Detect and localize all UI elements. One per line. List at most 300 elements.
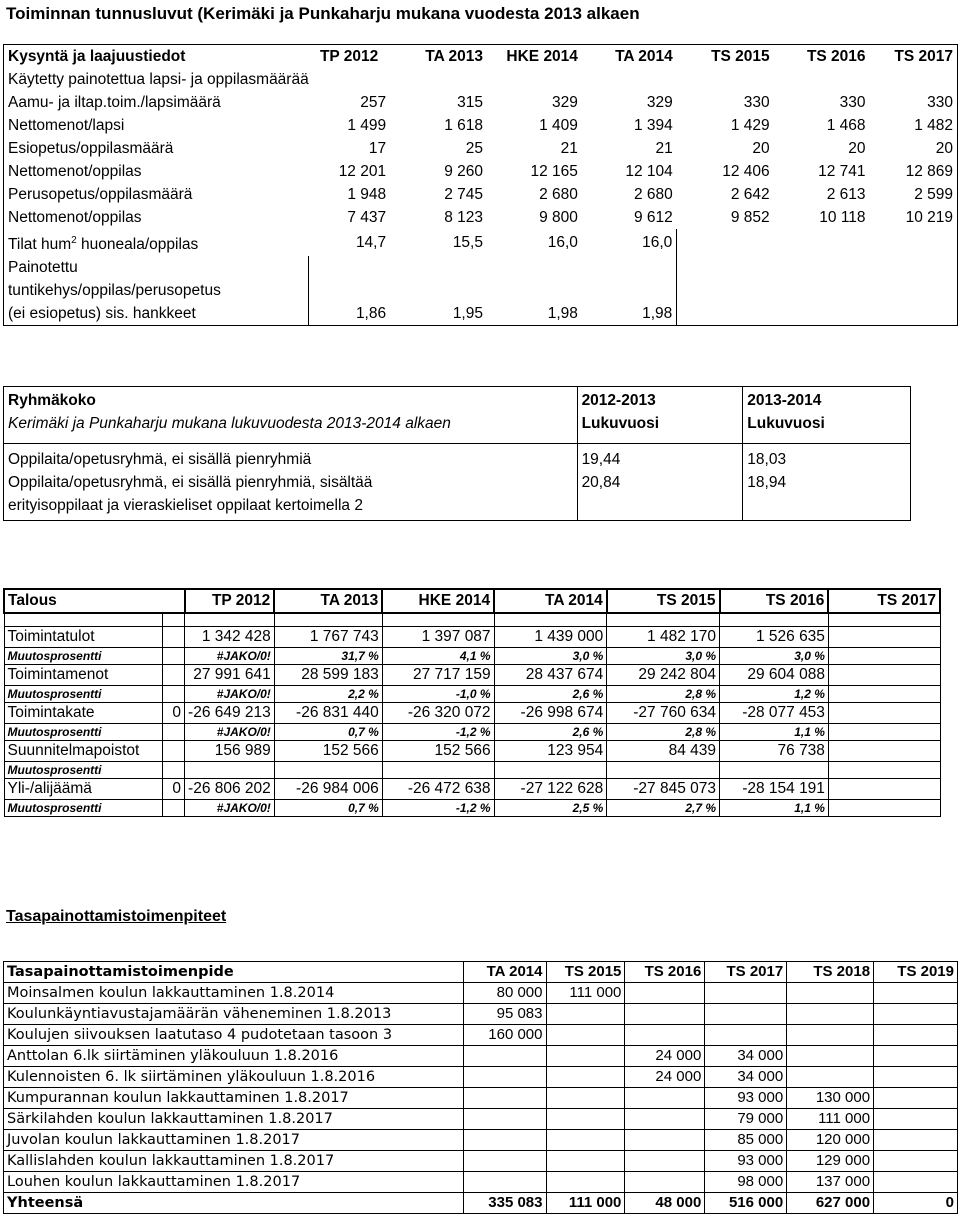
demand-value: 330 [927,94,953,111]
finance-value: -26 472 638 [382,779,494,800]
demand-value: 16,0 [642,234,673,252]
balancing-value [874,1067,958,1088]
finance-header-row [4,589,940,613]
finance-row-base [163,665,185,686]
demand-value: 315 [457,94,483,111]
finance-value: -26 984 006 [274,779,382,800]
balancing-value [874,1088,958,1109]
balancing-value: 111 000 [787,1109,874,1130]
balancing-value [546,1088,625,1109]
balancing-total-value: 516 000 [705,1193,787,1214]
balancing-value: 85 000 [705,1130,787,1151]
finance-col-header: HKE 2014 [382,589,494,613]
col2-unit: Lukuvuosi [747,415,825,432]
demand-value [774,229,870,256]
group-row1-label: Oppilaita/opetusryhmä, ei sisällä pienryhmiä [8,451,312,468]
demand-col-header: TP 2012 [319,48,379,65]
finance-percent-value: 2,6 % [494,724,607,741]
group-row2-label-line2: erityisoppilaat ja vieraskieliset oppilaat kertoimella 2 [8,497,363,514]
finance-value: 1 342 428 [185,627,275,648]
finance-value: 29 604 088 [720,665,829,686]
demand-value: 1 394 [634,117,673,134]
finance-empty-cell [828,665,940,686]
finance-col-header: TA 2013 [274,589,382,613]
demand-row-label [4,256,309,326]
balancing-value: 111 000 [546,983,625,1004]
finance-percent-value: -1,2 % [382,724,494,741]
group-row1-v2: 18,03 [743,448,911,471]
finance-percent-row [4,648,940,665]
finance-value: 156 989 [185,741,275,762]
finance-row-label: Muutosprosentti [4,762,163,779]
finance-row-label: Muutosprosentti [4,648,163,665]
demand-table [3,44,958,326]
balancing-value [546,1172,625,1193]
demand-value [870,256,958,326]
finance-percent-value: 31,7 % [274,648,382,665]
finance-value: -28 154 191 [720,779,829,800]
demand-value: 1 409 [539,117,578,134]
finance-percent-value: -1,0 % [382,686,494,703]
finance-empty-cell [828,779,940,800]
balancing-value [705,1025,787,1046]
balancing-header-row [4,962,958,983]
finance-row-label: Muutosprosentti [4,800,163,817]
demand-value: 15,5 [452,234,483,252]
finance-value: -27 122 628 [494,779,607,800]
balancing-value [546,1046,625,1067]
demand-row-label: Aamu- ja iltap.toim./lapsimäärä [8,94,221,111]
finance-value: -26 806 202 [185,779,275,800]
finance-empty-cell [274,613,382,627]
demand-value: 9 260 [444,163,483,180]
finance-value: -26 831 440 [274,703,382,724]
demand-value: 257 [360,94,387,111]
finance-percent-value: 1,1 % [720,724,829,741]
demand-value: 17 [368,140,387,157]
demand-value: 1 948 [347,186,387,203]
balancing-col-header: TS 2018 [787,962,874,983]
col2-year: 2013-2014 [747,392,822,409]
balancing-value: 24 000 [625,1046,705,1067]
balancing-value: 93 000 [705,1151,787,1172]
balancing-value: 160 000 [463,1025,546,1046]
finance-value: 28 437 674 [494,665,607,686]
finance-value: 123 954 [494,741,607,762]
finance-value: -27 845 073 [607,779,720,800]
balancing-value [625,1151,705,1172]
demand-value: 20 [935,140,953,157]
balancing-value: 80 000 [463,983,546,1004]
finance-percent-value: 2,7 % [607,800,720,817]
group-size-col2-header [743,387,911,444]
demand-row-label [4,229,309,256]
group-row2-label [4,471,578,521]
balancing-value [705,983,787,1004]
group-row2-v2: 18,94 [743,471,911,521]
demand-row-label-line: Painotettu [8,259,78,277]
balancing-total-value: 48 000 [625,1193,705,1214]
finance-percent-value: #JAKO/0! [185,648,275,665]
finance-row-base: 0 [163,703,185,724]
demand-value: 2 599 [914,186,953,203]
finance-percent-value [382,762,494,779]
balancing-row-label: Moinsalmen koulun lakkauttaminen 1.8.2014 [4,983,464,1004]
balancing-value [546,1151,625,1172]
demand-row-label-text: Tilat hum [8,236,72,254]
demand-row [4,114,958,137]
finance-percent-row [4,686,940,703]
balancing-value [546,1025,625,1046]
finance-empty-cell [828,762,940,779]
finance-percent-value: -1,2 % [382,800,494,817]
demand-value: 12 104 [625,163,673,180]
balancing-table [3,961,958,1214]
balancing-value [787,983,874,1004]
balancing-value [874,1130,958,1151]
demand-subheader-row [4,68,958,91]
group-size-title-cell [4,387,578,444]
finance-value: 84 439 [607,741,720,762]
balancing-col-header: TS 2015 [546,962,625,983]
finance-spacer-row [4,613,940,627]
balancing-total-value: 111 000 [546,1193,625,1214]
balancing-value [625,983,705,1004]
balancing-row-label: Särkilahden koulun lakkauttaminen 1.8.2017 [4,1109,464,1130]
balancing-value [463,1130,546,1151]
demand-col-header: TA 2013 [425,48,483,65]
demand-value: 9 612 [634,209,673,226]
balancing-value [625,1025,705,1046]
demand-col-header: TS 2016 [806,48,866,65]
demand-row [4,229,958,256]
balancing-row [4,1172,958,1193]
balancing-value [546,1130,625,1151]
finance-empty-cell [494,613,607,627]
finance-percent-value: 2,8 % [607,686,720,703]
finance-header-label: Talous [4,589,185,613]
finance-row-base: 0 [163,779,185,800]
finance-value: 28 599 183 [274,665,382,686]
demand-value: 12 406 [722,163,770,180]
demand-row [4,137,958,160]
balancing-value [787,1067,874,1088]
finance-value: -26 998 674 [494,703,607,724]
demand-row-label: Esiopetus/oppilasmäärä [8,140,174,157]
demand-value [870,229,958,256]
balancing-row [4,1025,958,1046]
demand-value: 1,86 [355,305,387,323]
balancing-value: 34 000 [705,1046,787,1067]
demand-value: 1 468 [826,117,866,134]
finance-value: 1 526 635 [720,627,829,648]
finance-row [4,741,940,762]
finance-percent-value: 2,6 % [494,686,607,703]
balancing-col-header: TA 2014 [463,962,546,983]
finance-percent-value [494,762,607,779]
finance-row [4,665,940,686]
finance-percent-value: 0,7 % [274,800,382,817]
finance-empty-cell [185,613,275,627]
demand-value: 12 869 [905,163,953,180]
balancing-total-value: 0 [874,1193,958,1214]
demand-value: 20 [752,140,770,157]
page-title: Toiminnan tunnusluvut (Kerimäki ja Punkaharju mukana vuodesta 2013 alkaen [6,4,640,23]
demand-value: 330 [743,94,770,111]
balancing-value: 98 000 [705,1172,787,1193]
balancing-row [4,1109,958,1130]
balancing-value [546,1004,625,1025]
demand-col-header: TS 2017 [894,48,953,65]
demand-row [4,206,958,229]
finance-col-header: TA 2014 [494,589,607,613]
balancing-row-label: Anttolan 6.lk siirtäminen yläkouluun 1.8.2016 [4,1046,464,1067]
finance-value: 1 482 170 [607,627,720,648]
finance-empty-cell [720,613,829,627]
finance-percent-value: 2,2 % [274,686,382,703]
balancing-value [625,1109,705,1130]
demand-value: 21 [655,140,673,157]
demand-value: 1 482 [914,117,953,134]
balancing-col-header: TS 2016 [625,962,705,983]
finance-value: 29 242 804 [607,665,720,686]
demand-value: 2 680 [634,186,673,203]
finance-col-header: TP 2012 [185,589,275,613]
balancing-value [625,1004,705,1025]
balancing-header-label: Tasapainottamistoimenpide [4,962,464,983]
finance-percent-value: 2,5 % [494,800,607,817]
finance-percent-value: 1,1 % [720,800,829,817]
balancing-value [463,1067,546,1088]
finance-percent-value: 3,0 % [720,648,829,665]
group-size-col1-header [577,387,743,444]
finance-empty-cell [4,613,163,627]
balancing-total-value: 627 000 [787,1193,874,1214]
finance-empty-cell [828,703,940,724]
finance-percent-value: #JAKO/0! [185,800,275,817]
finance-percent-value [607,762,720,779]
group-row2-v1: 20,84 [577,471,743,521]
col1-unit: Lukuvuosi [581,415,660,432]
finance-empty-cell [828,686,940,703]
finance-value: -26 320 072 [382,703,494,724]
finance-percent-value: 4,1 % [382,648,494,665]
balancing-value: 34 000 [705,1067,787,1088]
demand-col-header: TS 2015 [711,48,770,65]
balancing-row [4,1046,958,1067]
finance-row-base [163,686,185,703]
demand-value: 10 118 [819,209,866,226]
balancing-total-row [4,1193,958,1214]
demand-value: 12 201 [338,163,387,180]
finance-value: 152 566 [274,741,382,762]
finance-empty-cell [828,627,940,648]
finance-row-label: Muutosprosentti [4,686,163,703]
balancing-row [4,1151,958,1172]
finance-percent-value: 1,2 % [720,686,829,703]
balancing-value [874,1109,958,1130]
finance-row-base [163,762,185,779]
balancing-value [874,1025,958,1046]
balancing-value [463,1109,546,1130]
demand-header-label: Kysyntä ja laajuustiedot [8,48,186,65]
demand-value: 2 642 [730,186,770,203]
demand-value: 1,98 [642,305,673,323]
finance-percent-row [4,724,940,741]
finance-value: 1 767 743 [274,627,382,648]
balancing-value [463,1151,546,1172]
demand-value: 1 618 [444,117,483,134]
finance-empty-cell [382,613,494,627]
balancing-row [4,983,958,1004]
finance-row [4,627,940,648]
group-size-subtitle: Kerimäki ja Punkaharju mukana lukuvuodesta 2013-2014 alkaen [8,415,451,432]
group-size-table [3,386,911,521]
finance-col-header: TS 2015 [607,589,720,613]
balancing-row [4,1004,958,1025]
balancing-total-value: 335 083 [463,1193,546,1214]
finance-percent-value: 2,8 % [607,724,720,741]
finance-row-label: Toimintamenot [4,665,163,686]
finance-percent-row [4,800,940,817]
demand-value: 1,95 [452,305,483,323]
demand-row-label: Perusopetus/oppilasmäärä [8,186,193,203]
demand-value [677,256,774,326]
balancing-value: 93 000 [705,1088,787,1109]
demand-value: 10 219 [905,209,953,226]
balancing-value: 79 000 [705,1109,787,1130]
balancing-value: 95 083 [463,1004,546,1025]
balancing-value [874,1004,958,1025]
balancing-value [463,1172,546,1193]
demand-value [774,256,870,326]
finance-value: -26 649 213 [185,703,275,724]
finance-row-base [163,724,185,741]
balancing-value: 137 000 [787,1172,874,1193]
finance-empty-cell [828,741,940,762]
finance-empty-cell [828,800,940,817]
finance-row [4,779,940,800]
finance-row-label: Muutosprosentti [4,724,163,741]
demand-subheader: Käytetty painotettua lapsi- ja oppilasmäärää [8,71,309,88]
demand-value: 7 437 [347,209,387,226]
balancing-row [4,1130,958,1151]
demand-row [4,183,958,206]
demand-value: 12 741 [818,163,866,180]
finance-row-label: Toimintatulot [4,627,163,648]
demand-row [4,160,958,183]
finance-percent-row [4,762,940,779]
balancing-value: 130 000 [787,1088,874,1109]
demand-row-label: Nettomenot/oppilas [8,163,142,180]
balancing-row-label: Kumpurannan koulun lakkauttaminen 1.8.2017 [4,1088,464,1109]
demand-row-label: Nettomenot/oppilas [8,209,142,226]
demand-value: 2 680 [539,186,578,203]
balancing-col-header: TS 2019 [874,962,958,983]
demand-value: 25 [465,140,483,157]
demand-row-label-line: tuntikehys/oppilas/perusopetus [8,282,221,300]
balancing-row-label: Kallislahden koulun lakkauttaminen 1.8.2017 [4,1151,464,1172]
demand-value: 330 [839,94,866,111]
group-size-title: Ryhmäkoko [8,392,96,409]
balancing-value [874,1151,958,1172]
demand-value: 329 [646,94,673,111]
demand-value: 9 800 [539,209,578,226]
finance-col-header: TS 2016 [720,589,829,613]
finance-percent-value: #JAKO/0! [185,686,275,703]
finance-value: 1 397 087 [382,627,494,648]
balancing-value: 120 000 [787,1130,874,1151]
balancing-value [705,1004,787,1025]
demand-value: 1 499 [347,117,387,134]
balancing-row-label: Juvolan koulun lakkauttaminen 1.8.2017 [4,1130,464,1151]
finance-value: -27 760 634 [607,703,720,724]
demand-value: 9 852 [730,209,770,226]
col1-year: 2012-2013 [581,392,656,409]
balancing-row [4,1067,958,1088]
finance-empty-cell [828,648,940,665]
demand-value: 14,7 [355,234,387,252]
balancing-value [625,1088,705,1109]
group-row1-v1: 19,44 [577,448,743,471]
finance-percent-value [720,762,829,779]
demand-value: 1,98 [547,305,578,323]
demand-value: 1 429 [730,117,770,134]
balancing-value [625,1130,705,1151]
balancing-row [4,1088,958,1109]
finance-col-header: TS 2017 [828,589,940,613]
balancing-value [874,983,958,1004]
group-row2-label-line1: Oppilaita/opetusryhmä, ei sisällä pienryhmiä, sisältää [8,474,373,491]
demand-row-label-text: huoneala/oppilas [76,236,199,254]
finance-row-base [163,741,185,762]
demand-value: 12 165 [530,163,578,180]
demand-row-label-sup: 2 [71,235,77,246]
finance-value: -28 077 453 [720,703,829,724]
balancing-row-label: Louhen koulun lakkauttaminen 1.8.2017 [4,1172,464,1193]
demand-value: 329 [552,94,578,111]
demand-value: 2 745 [444,186,483,203]
demand-col-header: HKE 2014 [506,48,578,65]
finance-value: 27 991 641 [185,665,275,686]
finance-value: 27 717 159 [382,665,494,686]
finance-row-label: Toimintakate [4,703,163,724]
finance-row-base [163,627,185,648]
demand-value: 2 613 [826,186,866,203]
balancing-section-title: Tasapainottamistoimenpiteet [6,908,227,925]
balancing-value [546,1067,625,1088]
finance-value: 1 439 000 [494,627,607,648]
finance-table [3,588,941,817]
demand-row-label: Nettomenot/lapsi [8,117,125,134]
balancing-row-label: Koulujen siivouksen laatutaso 4 pudotetaan tasoon 3 [4,1025,464,1046]
balancing-row-label: Koulunkäyntiavustajamäärän väheneminen 1.8.2013 [4,1004,464,1025]
balancing-value [787,1046,874,1067]
finance-empty-cell [607,613,720,627]
balancing-value [625,1172,705,1193]
balancing-value [546,1109,625,1130]
finance-row-label: Yli-/alijäämä [4,779,163,800]
balancing-value: 129 000 [787,1151,874,1172]
finance-row [4,703,940,724]
demand-value: 21 [560,140,578,157]
finance-percent-value [185,762,275,779]
finance-value: 76 738 [720,741,829,762]
demand-row [4,91,958,114]
demand-value [677,229,774,256]
balancing-value [874,1172,958,1193]
balancing-value [874,1046,958,1067]
